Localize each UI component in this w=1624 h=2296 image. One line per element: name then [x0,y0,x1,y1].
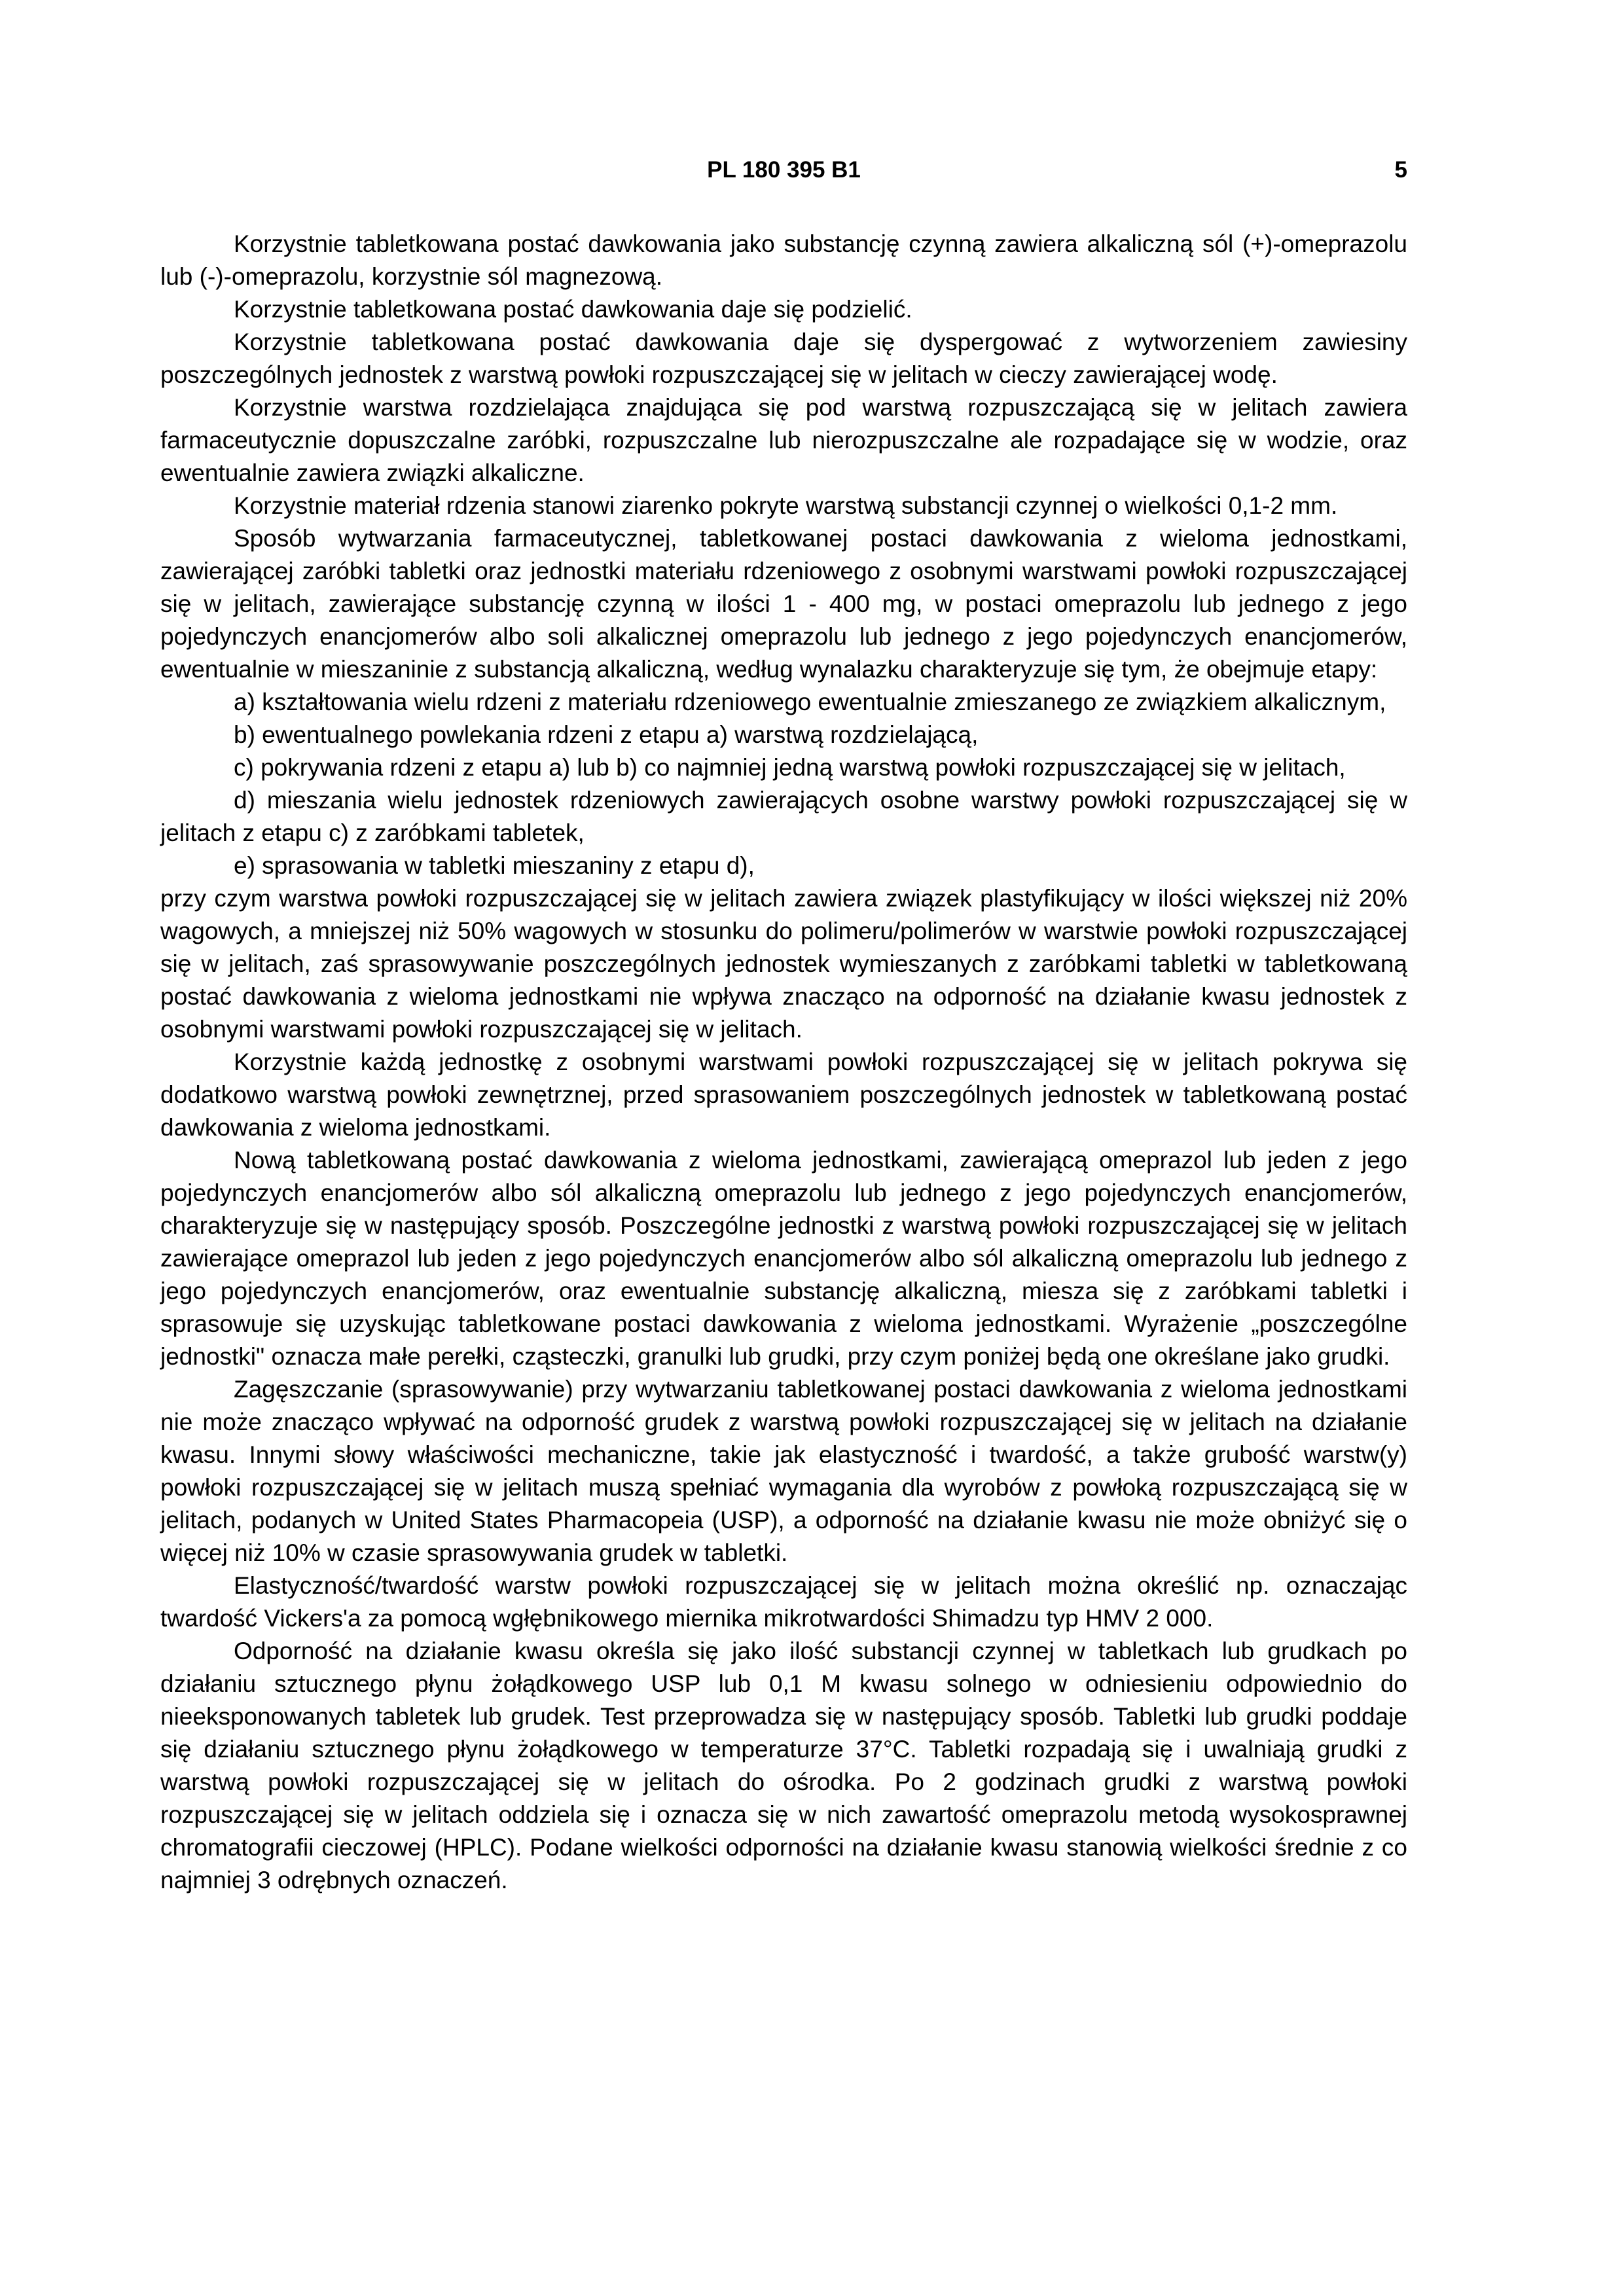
paragraph-step-e: e) sprasowania w tabletki mieszaniny z etapu d), [234,852,755,879]
paragraph-active-substance-salt: Korzystnie tabletkowana postać dawkowania jako substancję czynną zawiera alkaliczną sól (+)-omeprazolu lub (-)-omeprazolu, korzystnie sól magnezową. [160,230,1407,290]
paragraph-step-c: c) pokrywania rdzeni z etapu a) lub b) co najmniej jedną warstwą powłoki rozpuszczającej się w jelitach, [234,754,1346,781]
page-number: 5 [1394,157,1407,183]
paragraph-hardness: Elastyczność/twardość warstw powłoki rozpuszczającej się w jelitach można określić np. oznaczając twardość Vickers'a za pomocą wgłębnikowego miernika mikrotwardości Shimadzu typ HMV 2 000. [160,1572,1407,1632]
paragraph-separating-layer: Korzystnie warstwa rozdzielająca znajdująca się pod warstwą rozpuszczającą się w jelitach zawiera farmaceutycznie dopuszczalne zaróbki, rozpuszczalne lub nierozpuszczalne ale rozpadające się w wodzie, oraz ewentualnie zawiera związki alkaliczne. [160,394,1407,486]
paragraph-compression: Zagęszczanie (sprasowywanie) przy wytwarzaniu tabletkowanej postaci dawkowania z wieloma jednostkami nie może znacząco wpływać na odporność grudek z warstwą powłoki rozpuszczającej się w jelitach na działanie kwasu. Innymi słowy właściwości mechaniczne, takie jak elastyczność i twardość, a także grubość warstw(y) powłoki rozpuszczającej się w jelitach muszą spełniać wymagania dla wyrobów z powłoką rozpuszczającą się w jelitach, podanych w United States Pharmacopeia (USP), a odporność na działanie kwasu nie może obniżyć się o więcej niż 10% w czasie sprasowywania grudek w tabletki. [160,1376,1407,1566]
paragraph-divisible: Korzystnie tabletkowana postać dawkowania daje się podzielić. [234,296,912,323]
paragraph-new-dosage-form: Nową tabletkowaną postać dawkowania z wieloma jednostkami, zawierającą omeprazol lub jeden z jego pojedynczych enancjomerów albo sól alkaliczną omeprazolu lub jednego z jego pojedynczych enancjomerów, charakteryzuje się w następujący sposób. Poszczególne jednostki z warstwą powłoki rozpuszczającej się w jelitach zawierające omeprazol lub jeden z jego pojedynczych enancjomerów albo sól alkaliczną omeprazolu lub jednego z jego pojedynczych enancjomerów, oraz ewentualnie substancję alkaliczną, miesza się z zaróbkami tabletki i sprasowuje się uzyskując tabletkowane postaci dawkowania z wieloma jednostkami. Wyrażenie „poszczególne jednostki" oznacza małe perełki, cząsteczki, granulki lub grudki, przy czym poniżej będą one określane jako grudki. [160,1147,1407,1370]
paragraph-dispersible: Korzystnie tabletkowana postać dawkowania daje się dyspergować z wytworzeniem zawiesiny poszczególnych jednostek z warstwą powłoki rozpuszczającej się w jelitach w cieczy zawierającej wodę. [160,329,1407,388]
paragraph-method: Sposób wytwarzania farmaceutycznej, tabletkowanej postaci dawkowania z wieloma jednostkami, zawierającej zaróbki tabletki oraz jednostki materiału rdzeniowego z osobnymi warstwami powłoki rozpuszczającej się w jelitach, zawierające substancję czynną w ilości 1 - 400 mg, w postaci omeprazolu lub jednego z jego pojedynczych enancjomerów albo soli alkalicznej omeprazolu lub jednego z jego pojedynczych enancjomerów, ewentualnie w mieszaninie z substancją alkaliczną, według wynalazku charakteryzuje się tym, że obejmuje etapy: [160,525,1407,683]
paragraph-acid-resistance: Odporność na działanie kwasu określa się jako ilość substancji czynnej w tabletkach lub grudkach po działaniu sztucznego płynu żołądkowego USP lub 0,1 M kwasu solnego w odniesieniu odpowiednio do nieeksponowanych tabletek lub grudek. Test przeprowadza się w następujący sposób. Tabletki lub grudki poddaje się działaniu sztucznego płynu żołądkowego w temperaturze 37°C. Tabletki rozpadają się i uwalniają grudki z warstwą powłoki rozpuszczającej się w jelitach do ośrodka. Po 2 godzinach grudki z warstwą powłoki rozpuszczającej się w jelitach oddziela się i oznacza się w nich zawartość omeprazolu metodą wysokosprawnej chromatografii cieczowej (HPLC). Podane wielkości odporności na działanie kwasu stanowią wielkości średnie z co najmniej 3 odrębnych oznaczeń. [160,1638,1407,1893]
paragraph-step-a: a) kształtowania wielu rdzeni z materiału rdzeniowego ewentualnie zmieszanego ze związkiem alkalicznym, [234,689,1386,715]
paragraph-outer-layer: Korzystnie każdą jednostkę z osobnymi warstwami powłoki rozpuszczającej się w jelitach pokrywa się dodatkowo warstwą powłoki zewnętrznej, przed sprasowaniem poszczególnych jednostek w tabletkowaną postać dawkowania z wieloma jednostkami. [160,1049,1407,1141]
paragraph-core-material: Korzystnie materiał rdzenia stanowi ziarenko pokryte warstwą substancji czynnej o wielkości 0,1-2 mm. [234,492,1338,519]
patent-number: PL 180 395 B1 [707,157,861,183]
paragraph-step-d: d) mieszania wielu jednostek rdzeniowych zawierających osobne warstwy powłoki rozpuszczającej się w jelitach z etapu c) z zaróbkami tabletek, [160,787,1407,846]
page-header [160,154,1407,186]
paragraph-plasticizer: przy czym warstwa powłoki rozpuszczającej się w jelitach zawiera związek plastyfikujący w ilości większej niż 20% wagowych, a mniejszej niż 50% wagowych w stosunku do polimeru/polimerów w warstwie powłoki rozpuszczającej się w jelitach, zaś sprasowywanie poszczególnych jednostek wymieszanych z zaróbkami tabletki w tabletkowaną postać dawkowania z wieloma jednostkami nie wpływa znacząco na odporność na działanie kwasu jednostek z osobnymi warstwami powłoki rozpuszczającej się w jelitach. [160,885,1407,1043]
body-text [160,228,1407,1897]
paragraph-step-b: b) ewentualnego powlekania rdzeni z etapu a) warstwą rozdzielającą, [234,721,979,748]
